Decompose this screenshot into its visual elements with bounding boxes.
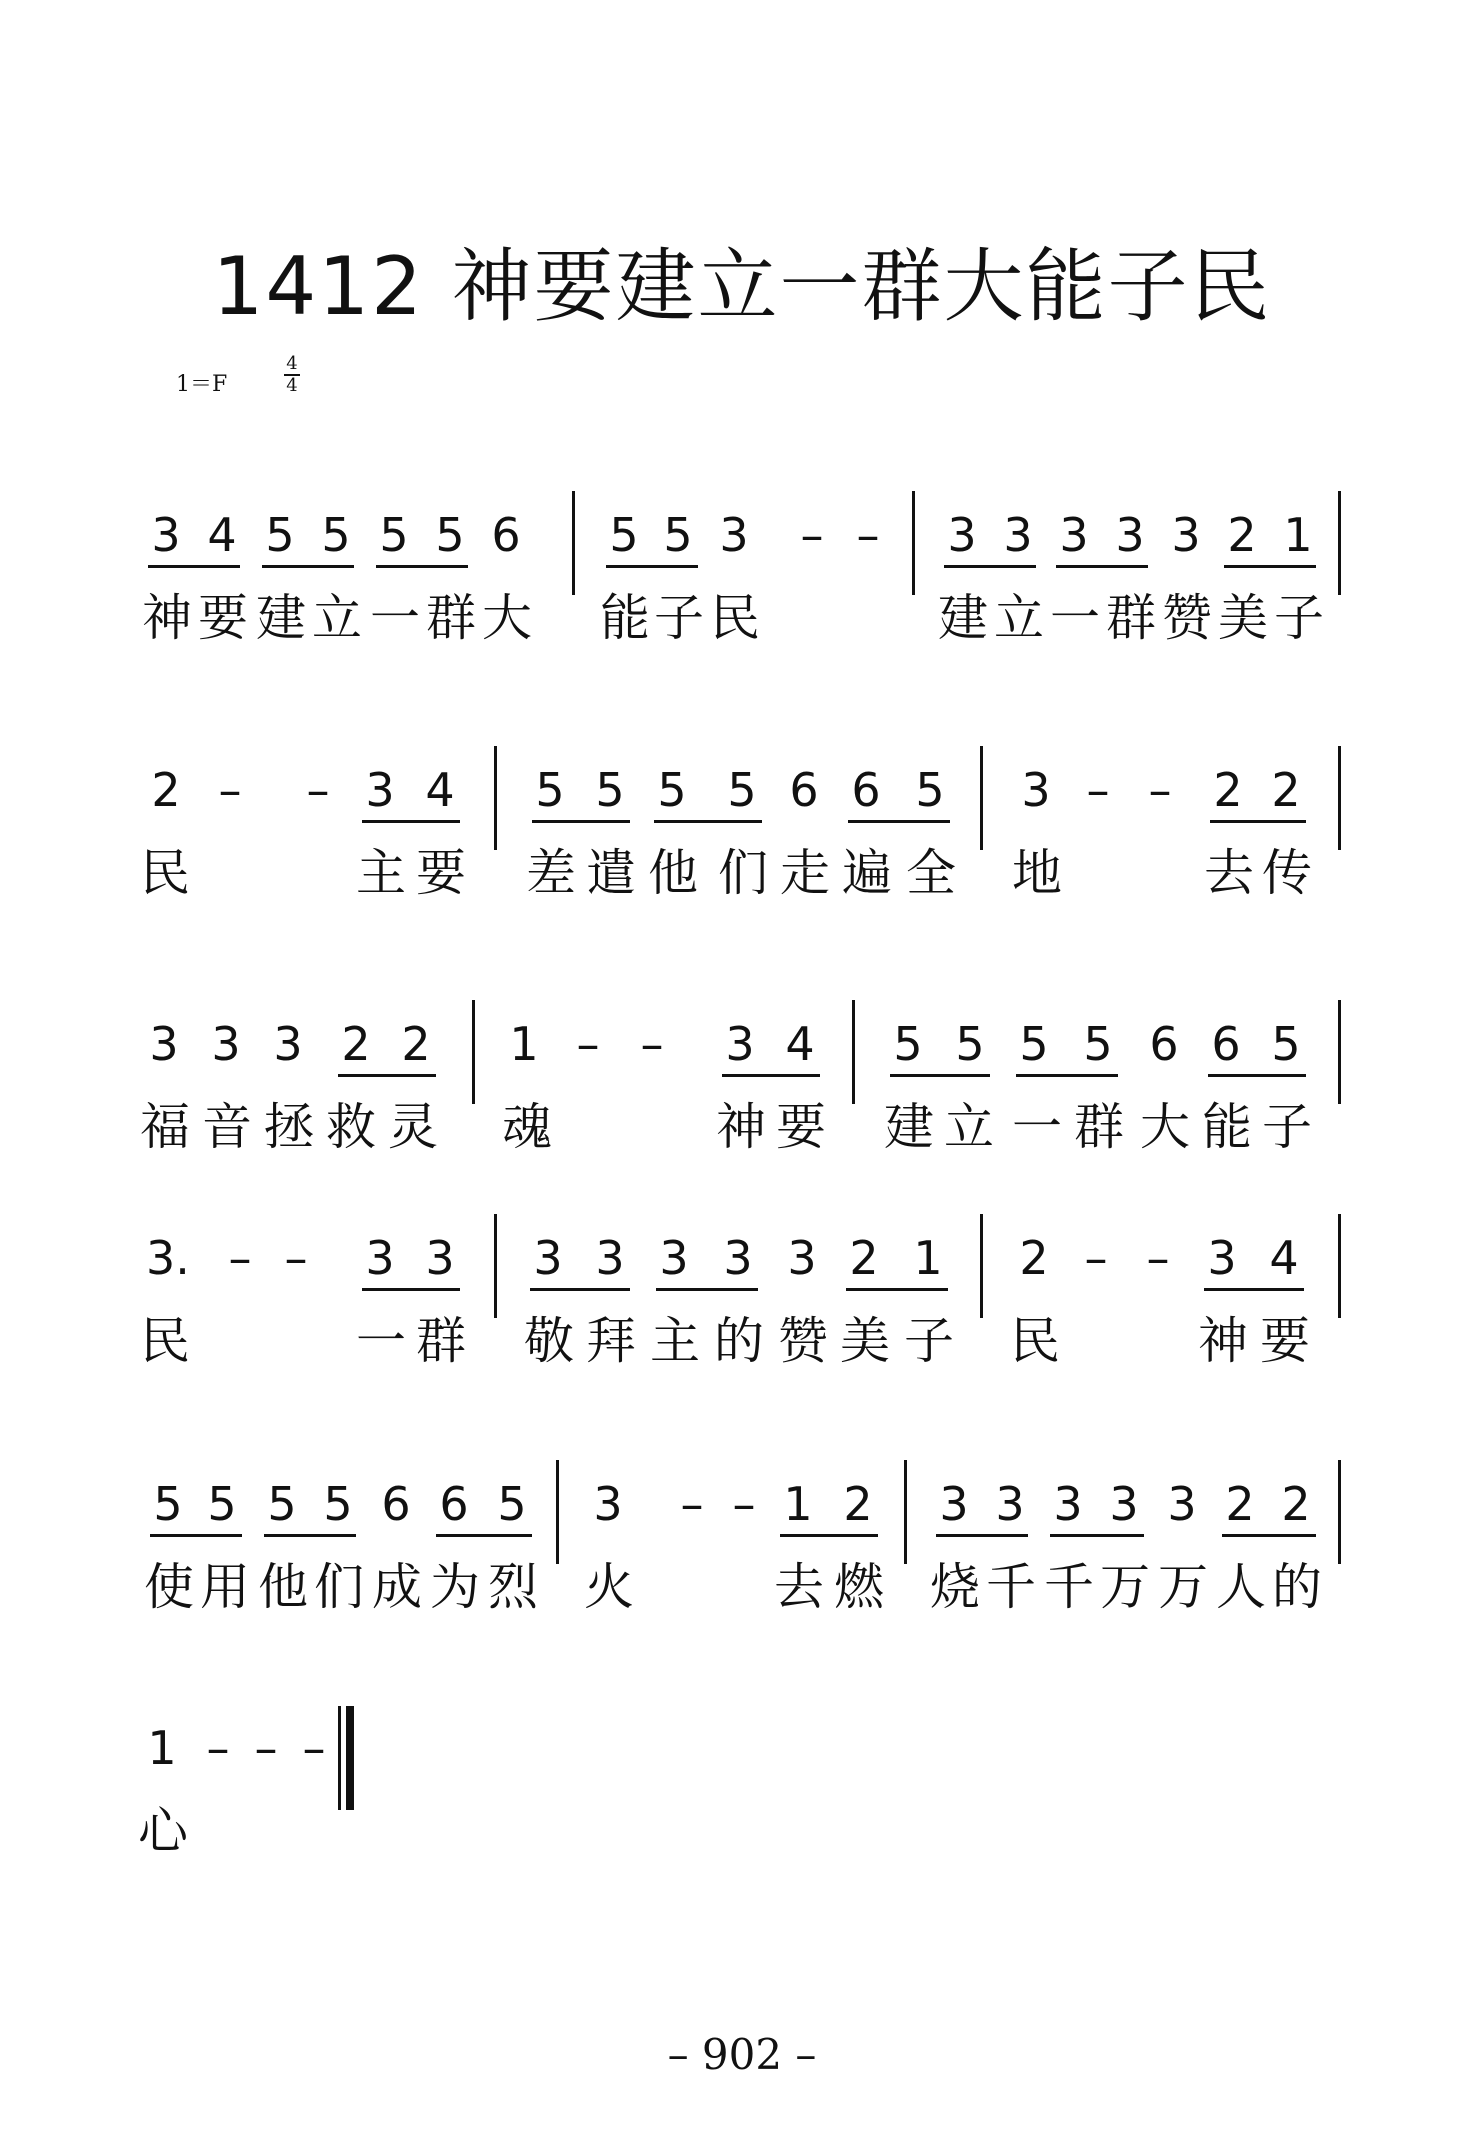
note: – xyxy=(254,1721,278,1775)
note: – xyxy=(732,1477,756,1531)
note: 1 xyxy=(1283,508,1313,562)
barline xyxy=(852,1000,855,1104)
note: 5 xyxy=(1271,1017,1301,1071)
staff-system-6 xyxy=(0,1718,1484,1918)
song-title xyxy=(0,222,1484,337)
staff-system-3 xyxy=(0,1014,1484,1214)
lyric: 群 xyxy=(426,589,476,647)
note: 5 xyxy=(153,1477,183,1531)
beam-underline xyxy=(338,1074,436,1077)
note: 3 xyxy=(725,1017,755,1071)
beam-underline xyxy=(148,565,240,568)
note: 3 xyxy=(1115,508,1145,562)
note: – xyxy=(856,508,880,562)
beam-underline xyxy=(846,1288,948,1291)
lyric: 拜 xyxy=(586,1312,636,1370)
lyric: 千 xyxy=(1044,1558,1094,1616)
note: 6 xyxy=(381,1477,411,1531)
note: 3 xyxy=(425,1231,455,1285)
note: 5 xyxy=(267,1477,297,1531)
song-title-text: 神要建立一群大能子民 xyxy=(451,240,1272,333)
lyric: 群 xyxy=(1106,589,1156,647)
lyric: 千 xyxy=(986,1558,1036,1616)
note: – xyxy=(306,763,330,817)
lyric: 主 xyxy=(650,1312,700,1370)
note: 4 xyxy=(425,763,455,817)
lyric: 差 xyxy=(526,844,576,902)
lyric: 万 xyxy=(1158,1558,1208,1616)
note: 6 xyxy=(491,508,521,562)
note: 3 xyxy=(659,1231,689,1285)
lyric: 们 xyxy=(718,844,768,902)
lyric: 全 xyxy=(906,844,956,902)
note: 5 xyxy=(435,508,465,562)
note: 3. xyxy=(146,1231,190,1285)
note: 5 xyxy=(893,1017,923,1071)
note: – xyxy=(284,1231,308,1285)
lyric: 福 xyxy=(140,1098,190,1156)
lyric: 一 xyxy=(370,589,420,647)
barline xyxy=(472,1000,475,1104)
lyric: 音 xyxy=(202,1098,252,1156)
staff-system-2 xyxy=(0,760,1484,960)
beam-underline xyxy=(780,1534,878,1537)
note: 3 xyxy=(595,1231,625,1285)
note: 2 xyxy=(401,1017,431,1071)
lyric: 美 xyxy=(840,1312,890,1370)
note: 3 xyxy=(211,1017,241,1071)
note: – xyxy=(800,508,824,562)
note: 3 xyxy=(533,1231,563,1285)
beam-underline xyxy=(532,820,630,823)
note: 3 xyxy=(1207,1231,1237,1285)
note: 5 xyxy=(379,508,409,562)
beam-underline xyxy=(1016,1074,1118,1077)
lyric: 一 xyxy=(356,1312,406,1370)
note: 3 xyxy=(1021,763,1051,817)
lyric: 赞 xyxy=(778,1312,828,1370)
lyric: 立 xyxy=(994,589,1044,647)
note: 1 xyxy=(147,1721,177,1775)
barline xyxy=(1338,1460,1341,1564)
staff-system-4 xyxy=(0,1228,1484,1428)
note: 6 xyxy=(789,763,819,817)
lyric: 为 xyxy=(430,1558,480,1616)
beam-underline xyxy=(262,565,354,568)
note: – xyxy=(1084,1231,1108,1285)
note: 5 xyxy=(321,508,351,562)
note: 4 xyxy=(1269,1231,1299,1285)
barline xyxy=(1338,491,1341,595)
lyric: 一 xyxy=(1012,1098,1062,1156)
note: – xyxy=(1148,763,1172,817)
barline xyxy=(494,746,497,850)
note: 3 xyxy=(787,1231,817,1285)
beam-underline xyxy=(1050,1534,1144,1537)
time-signature-top: 4 xyxy=(286,353,298,374)
barline xyxy=(904,1460,907,1564)
note: 2 xyxy=(843,1477,873,1531)
note: 1 xyxy=(913,1231,943,1285)
beam-underline xyxy=(362,820,460,823)
lyric: 烧 xyxy=(930,1558,980,1616)
note: 3 xyxy=(151,508,181,562)
note: 3 xyxy=(1171,508,1201,562)
note: 5 xyxy=(609,508,639,562)
note: 5 xyxy=(727,763,757,817)
barline xyxy=(912,491,915,595)
lyric: 建 xyxy=(256,589,306,647)
lyric: 要 xyxy=(776,1098,826,1156)
note: 5 xyxy=(1083,1017,1113,1071)
lyric: 能 xyxy=(600,589,650,647)
beam-underline xyxy=(606,565,698,568)
lyric: 的 xyxy=(1272,1558,1322,1616)
note: – xyxy=(302,1721,326,1775)
beam-underline xyxy=(1204,1288,1304,1291)
note: – xyxy=(206,1721,230,1775)
note: 3 xyxy=(1003,508,1033,562)
note: 2 xyxy=(151,763,181,817)
lyric: 立 xyxy=(944,1098,994,1156)
barline xyxy=(1338,746,1341,850)
lyric: 去 xyxy=(1204,844,1254,902)
note: 3 xyxy=(1059,508,1089,562)
lyric: 民 xyxy=(710,589,760,647)
beam-underline xyxy=(362,1288,460,1291)
note: 6 xyxy=(851,763,881,817)
lyric: 要 xyxy=(1260,1312,1310,1370)
beam-underline xyxy=(436,1534,532,1537)
lyric: 子 xyxy=(1274,589,1324,647)
lyric: 子 xyxy=(654,589,704,647)
time-signature-bottom: 4 xyxy=(286,375,298,396)
note: – xyxy=(1146,1231,1170,1285)
lyric: 主 xyxy=(356,844,406,902)
lyric: 传 xyxy=(1262,844,1312,902)
lyric: 神 xyxy=(142,589,192,647)
note: 2 xyxy=(1271,763,1301,817)
note: 2 xyxy=(1019,1231,1049,1285)
note: 1 xyxy=(783,1477,813,1531)
key-signature: 1＝F xyxy=(176,372,228,397)
note: 2 xyxy=(1227,508,1257,562)
lyric: 赞 xyxy=(1162,589,1212,647)
note: 5 xyxy=(1019,1017,1049,1071)
note: 6 xyxy=(1149,1017,1179,1071)
lyric: 燃 xyxy=(834,1558,884,1616)
lyric: 群 xyxy=(1074,1098,1124,1156)
lyric: 民 xyxy=(1010,1312,1060,1370)
lyric: 遣 xyxy=(586,844,636,902)
note: 2 xyxy=(1225,1477,1255,1531)
note: 5 xyxy=(915,763,945,817)
note: 5 xyxy=(535,763,565,817)
note: 5 xyxy=(323,1477,353,1531)
lyric: 民 xyxy=(140,844,190,902)
lyric: 子 xyxy=(1262,1098,1312,1156)
note: 5 xyxy=(657,763,687,817)
beam-underline xyxy=(376,565,468,568)
note: 3 xyxy=(719,508,749,562)
staff-system-1 xyxy=(0,505,1484,705)
note: 5 xyxy=(207,1477,237,1531)
lyric: 建 xyxy=(938,589,988,647)
beam-underline xyxy=(1208,1074,1306,1077)
lyric: 们 xyxy=(314,1558,364,1616)
barline xyxy=(980,1214,983,1318)
lyric: 使 xyxy=(144,1558,194,1616)
note: – xyxy=(228,1231,252,1285)
lyric: 要 xyxy=(416,844,466,902)
note: 3 xyxy=(365,1231,395,1285)
note: 3 xyxy=(1109,1477,1139,1531)
note: – xyxy=(576,1017,600,1071)
beam-underline xyxy=(530,1288,630,1291)
note: 2 xyxy=(341,1017,371,1071)
barline xyxy=(980,746,983,850)
note: 3 xyxy=(1167,1477,1197,1531)
note: 2 xyxy=(1281,1477,1311,1531)
note: 3 xyxy=(995,1477,1025,1531)
note: 3 xyxy=(365,763,395,817)
lyric: 心 xyxy=(138,1802,188,1860)
note: – xyxy=(1086,763,1110,817)
lyric: 民 xyxy=(140,1312,190,1370)
beam-underline xyxy=(722,1074,820,1077)
lyric: 地 xyxy=(1012,844,1062,902)
lyric: 能 xyxy=(1202,1098,1252,1156)
barline xyxy=(1338,1214,1341,1318)
lyric: 立 xyxy=(312,589,362,647)
beam-underline xyxy=(936,1534,1028,1537)
beam-underline xyxy=(1056,565,1148,568)
lyric: 烈 xyxy=(488,1558,538,1616)
barline xyxy=(572,491,575,595)
lyric: 群 xyxy=(416,1312,466,1370)
note: 6 xyxy=(439,1477,469,1531)
final-barline-thin xyxy=(338,1706,341,1810)
beam-underline xyxy=(944,565,1036,568)
lyric: 人 xyxy=(1216,1558,1266,1616)
lyric: 美 xyxy=(1218,589,1268,647)
lyric: 拯 xyxy=(264,1098,314,1156)
lyric: 万 xyxy=(1100,1558,1150,1616)
lyric: 大 xyxy=(1140,1098,1190,1156)
page-number: – 902 – xyxy=(667,2030,817,2079)
beam-underline xyxy=(848,820,950,823)
lyric: 救 xyxy=(326,1098,376,1156)
lyric: 走 xyxy=(780,844,830,902)
lyric: 子 xyxy=(904,1312,954,1370)
lyric: 建 xyxy=(884,1098,934,1156)
lyric: 火 xyxy=(584,1558,634,1616)
note: 5 xyxy=(595,763,625,817)
lyric: 灵 xyxy=(388,1098,438,1156)
lyric: 成 xyxy=(372,1558,422,1616)
lyric: 要 xyxy=(198,589,248,647)
beam-underline xyxy=(654,820,762,823)
note: – xyxy=(218,763,242,817)
final-barline-thick xyxy=(346,1706,354,1810)
note: 1 xyxy=(509,1017,539,1071)
note: 2 xyxy=(849,1231,879,1285)
note: – xyxy=(640,1017,664,1071)
staff-system-5 xyxy=(0,1474,1484,1674)
note: 4 xyxy=(785,1017,815,1071)
beam-underline xyxy=(150,1534,242,1537)
note: 3 xyxy=(723,1231,753,1285)
note: 5 xyxy=(497,1477,527,1531)
beam-underline xyxy=(1222,1534,1316,1537)
note: 5 xyxy=(265,508,295,562)
note: 3 xyxy=(1053,1477,1083,1531)
note: 3 xyxy=(273,1017,303,1071)
lyric: 神 xyxy=(716,1098,766,1156)
lyric: 遍 xyxy=(842,844,892,902)
lyric: 去 xyxy=(774,1558,824,1616)
beam-underline xyxy=(1224,565,1316,568)
note: 3 xyxy=(939,1477,969,1531)
note: 5 xyxy=(663,508,693,562)
note: 2 xyxy=(1213,763,1243,817)
time-signature xyxy=(284,354,300,396)
barline xyxy=(494,1214,497,1318)
note: 5 xyxy=(955,1017,985,1071)
lyric: 他 xyxy=(258,1558,308,1616)
beam-underline xyxy=(656,1288,758,1291)
note: 3 xyxy=(947,508,977,562)
note: 3 xyxy=(593,1477,623,1531)
song-number: 1412 xyxy=(212,240,425,333)
note: 4 xyxy=(207,508,237,562)
barline xyxy=(1338,1000,1341,1104)
beam-underline xyxy=(1210,820,1306,823)
lyric: 他 xyxy=(648,844,698,902)
lyric: 神 xyxy=(1198,1312,1248,1370)
beam-underline xyxy=(890,1074,990,1077)
lyric: 一 xyxy=(1050,589,1100,647)
lyric: 大 xyxy=(482,589,532,647)
lyric: 敬 xyxy=(524,1312,574,1370)
lyric: 的 xyxy=(714,1312,764,1370)
note: – xyxy=(680,1477,704,1531)
note: 3 xyxy=(149,1017,179,1071)
lyric: 魂 xyxy=(502,1098,552,1156)
barline xyxy=(556,1460,559,1564)
beam-underline xyxy=(264,1534,356,1537)
note: 6 xyxy=(1211,1017,1241,1071)
lyric: 用 xyxy=(200,1558,250,1616)
